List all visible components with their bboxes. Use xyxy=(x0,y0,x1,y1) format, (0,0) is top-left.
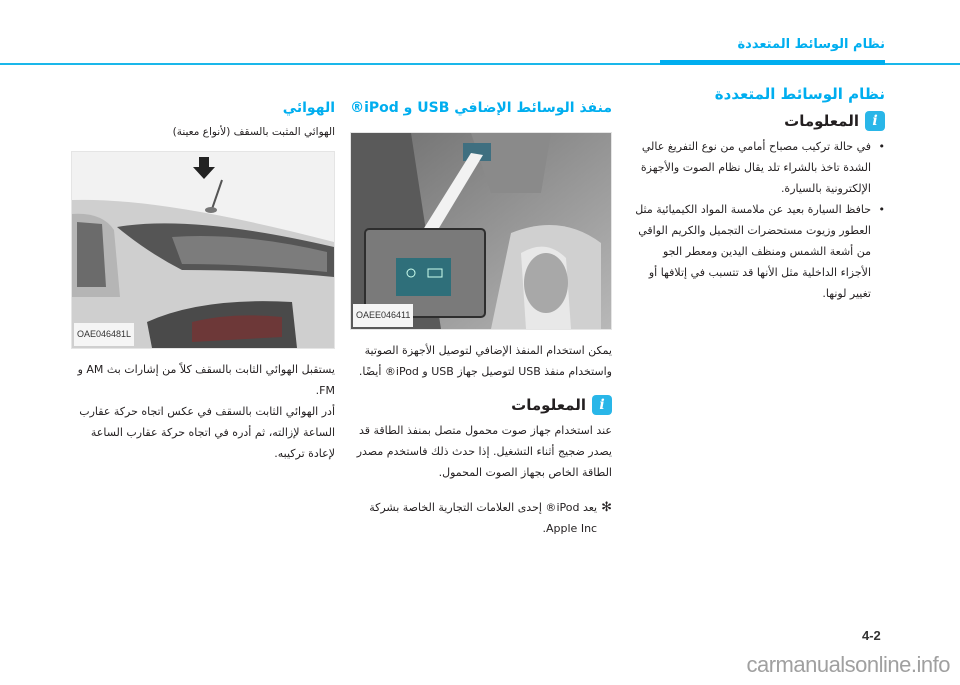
figure-code: OAEE046411 xyxy=(353,304,413,327)
column-information xyxy=(630,108,885,304)
roof-antenna-figure xyxy=(71,151,335,349)
antenna-title: الهوائي xyxy=(282,100,335,116)
page-number: 4-2 xyxy=(862,628,881,643)
section-title: نظام الوسائط المتعددة xyxy=(714,85,885,103)
info-text: عند استخدام جهاز صوت محمول متصل بمنفذ الطاقة قد يصدر ضجيج أثناء التشغيل. إذا حدث ذلك فاستخدم مصدر الطاقة الخاص بجهاز الصوت المحمول. xyxy=(356,424,612,479)
info-icon: i xyxy=(865,111,885,131)
chapter-title: نظام الوسائط المتعددة xyxy=(737,37,885,52)
info-heading xyxy=(630,108,885,134)
rear-car-illustration xyxy=(72,152,334,348)
figure-code: OAE046481L xyxy=(74,323,134,346)
info-bullet-list xyxy=(630,136,885,304)
info-label: المعلومات xyxy=(784,111,859,130)
info-bullet: • في حالة تركيب مصباح أمامي من نوع التفريغ عالي الشدة تاخذ بالشراء تلد يقال نظام الصوت والأجهزة الإلكترونية بالسيارة. xyxy=(630,136,885,199)
watermark: carmanualsonline.info xyxy=(746,652,950,677)
info-icon: i xyxy=(592,395,612,415)
info-label: المعلومات xyxy=(511,395,586,414)
trademark-note-text: يعد iPod® إحدى العلامات التجارية الخاصة بشركة Apple Inc. xyxy=(369,501,598,535)
trademark-note xyxy=(350,497,612,539)
asterisk-icon: ✻ xyxy=(601,500,612,515)
antenna-subtitle: الهوائي المثبت بالسقف (لأنواع معينة) xyxy=(172,126,335,138)
column-aux-usb xyxy=(350,98,612,539)
console-figure xyxy=(350,132,612,330)
antenna-paragraph-2: أدر الهوائي الثابت بالسقف في عكس اتجاه حركة عقارب الساعة لإزالته، ثم أدره في اتجاه حركة عقارب الساعة لإعادة تركيبه. xyxy=(79,405,335,460)
info-bullet: • حافظ السيارة بعيد عن ملامسة المواد الكيميائية مثل العطور وزيوت مستحضرات التجميل والكريم الواقي من أشعة الشمس ومنظف اليدين ومعطر الجو الأجزاء الداخلية مثل الأنها قد تتسبب في إتلافها أو تغيير لونها. xyxy=(630,199,885,304)
center-console-illustration xyxy=(351,133,611,329)
column-antenna xyxy=(70,98,335,464)
info-heading xyxy=(350,392,612,418)
aux-usb-paragraph: يمكن استخدام المنفذ الإضافي لتوصيل الأجهزة الصوتية واستخدام منفذ USB لتوصيل جهاز USB و iPod® أيضًا. xyxy=(358,344,612,378)
header-divider-accent xyxy=(660,60,885,65)
aux-usb-title: منفذ الوسائط الإضافي USB و iPod® xyxy=(350,100,612,116)
antenna-paragraph-1: يستقبل الهوائي الثابت بالسقف كلاً من إشارات بث AM و FM. xyxy=(77,363,335,397)
